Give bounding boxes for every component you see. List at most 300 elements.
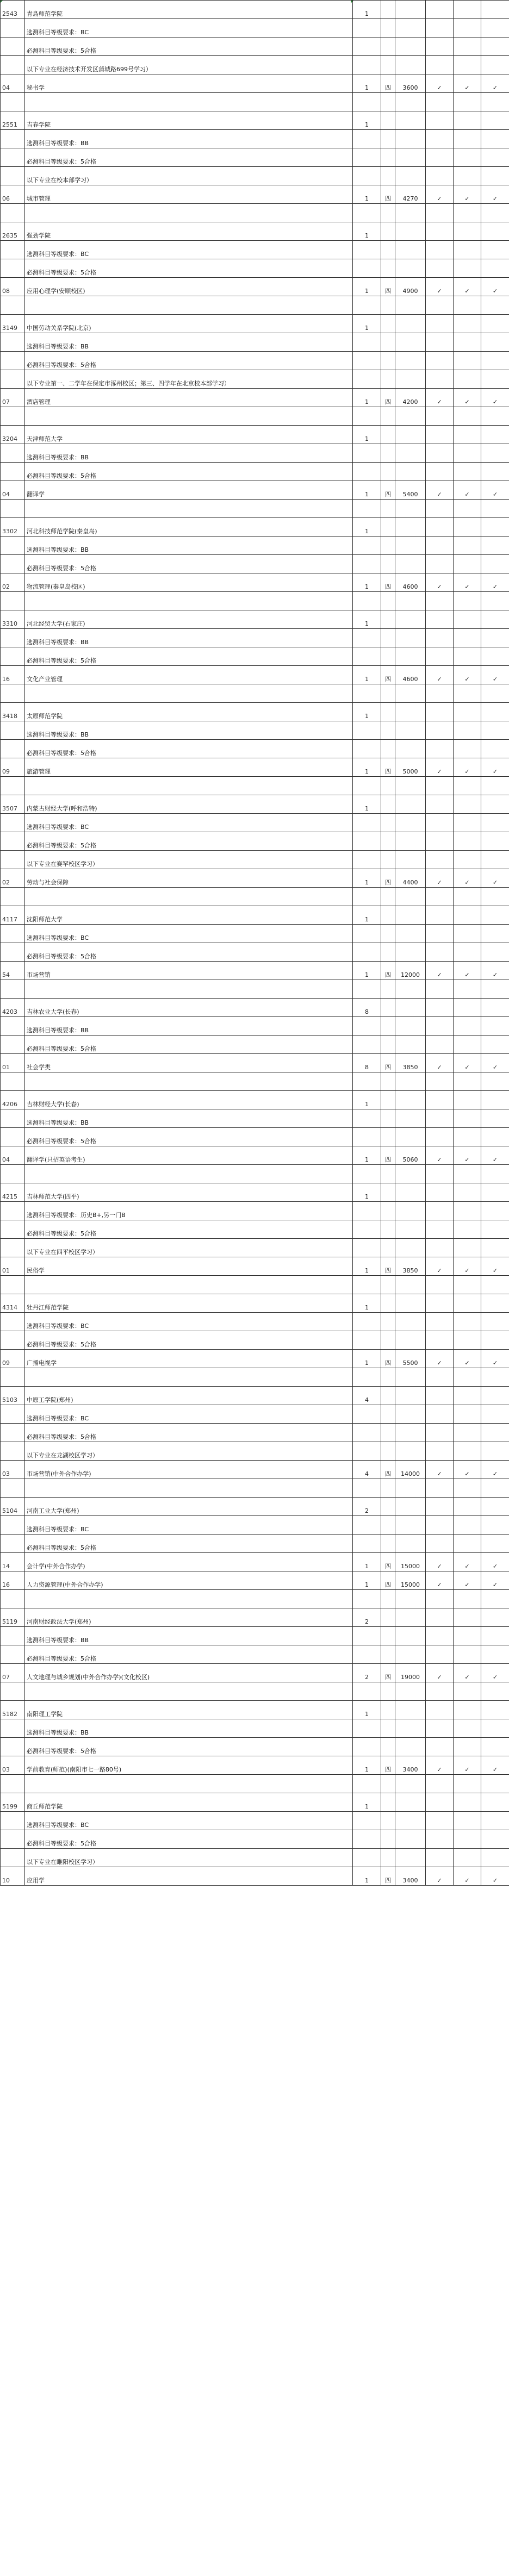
tuition-cell[interactable]: 4600: [395, 666, 426, 684]
check-cell[interactable]: ✓: [454, 1054, 481, 1072]
name-cell[interactable]: 选测科目等级要求：BB: [25, 333, 353, 352]
check-cell[interactable]: [454, 1128, 481, 1146]
code-cell[interactable]: 3507: [1, 795, 25, 814]
check-cell[interactable]: [454, 1294, 481, 1313]
name-cell[interactable]: 选测科目等级要求：BC: [25, 1405, 353, 1424]
plan-count-cell[interactable]: 2: [353, 1498, 381, 1516]
code-cell[interactable]: 3204: [1, 426, 25, 444]
check-cell[interactable]: [426, 1109, 454, 1128]
name-cell[interactable]: [25, 888, 353, 906]
check-cell[interactable]: [481, 1368, 509, 1387]
plan-count-cell[interactable]: [353, 38, 381, 56]
tuition-cell[interactable]: [395, 1535, 426, 1553]
check-cell[interactable]: [454, 56, 481, 74]
tuition-cell[interactable]: 4200: [395, 389, 426, 407]
check-cell[interactable]: [454, 740, 481, 758]
plan-count-cell[interactable]: [353, 1535, 381, 1553]
duration-cell[interactable]: [381, 1387, 395, 1405]
code-cell[interactable]: 08: [1, 278, 25, 296]
name-cell[interactable]: 必测科目等级要求：5合格: [25, 555, 353, 573]
plan-count-cell[interactable]: [353, 721, 381, 740]
code-cell[interactable]: 3302: [1, 518, 25, 537]
check-cell[interactable]: [426, 315, 454, 333]
plan-count-cell[interactable]: 1: [353, 1756, 381, 1775]
check-cell[interactable]: [454, 426, 481, 444]
check-cell[interactable]: [426, 1220, 454, 1239]
name-cell[interactable]: 商丘师范学院: [25, 1793, 353, 1812]
name-cell[interactable]: 必测科目等级要求：5合格: [25, 1645, 353, 1664]
name-cell[interactable]: 选测科目等级要求：BB: [25, 1719, 353, 1738]
check-cell[interactable]: [454, 93, 481, 111]
duration-cell[interactable]: 四: [381, 278, 395, 296]
code-cell[interactable]: 16: [1, 1571, 25, 1590]
check-cell[interactable]: ✓: [481, 1756, 509, 1775]
duration-cell[interactable]: 四: [381, 666, 395, 684]
tuition-cell[interactable]: [395, 1719, 426, 1738]
tuition-cell[interactable]: [395, 130, 426, 148]
check-cell[interactable]: [481, 222, 509, 241]
check-cell[interactable]: [481, 832, 509, 851]
check-cell[interactable]: [454, 647, 481, 666]
check-cell[interactable]: [426, 629, 454, 647]
tuition-cell[interactable]: [395, 999, 426, 1017]
tuition-cell[interactable]: [395, 1682, 426, 1701]
tuition-cell[interactable]: 5000: [395, 758, 426, 777]
plan-count-cell[interactable]: 2: [353, 1664, 381, 1682]
check-cell[interactable]: [454, 315, 481, 333]
duration-cell[interactable]: [381, 1498, 395, 1516]
check-cell[interactable]: [426, 1627, 454, 1645]
code-cell[interactable]: 5199: [1, 1793, 25, 1812]
check-cell[interactable]: ✓: [426, 1664, 454, 1682]
code-cell[interactable]: 14: [1, 1553, 25, 1571]
check-cell[interactable]: [426, 407, 454, 426]
check-cell[interactable]: [454, 1072, 481, 1091]
duration-cell[interactable]: [381, 1849, 395, 1867]
tuition-cell[interactable]: [395, 167, 426, 185]
check-cell[interactable]: [481, 1627, 509, 1645]
check-cell[interactable]: [481, 684, 509, 703]
name-cell[interactable]: 选测科目等级要求：BC: [25, 1516, 353, 1535]
duration-cell[interactable]: 四: [381, 1350, 395, 1368]
code-cell[interactable]: [1, 1017, 25, 1036]
code-cell[interactable]: 3418: [1, 703, 25, 721]
code-cell[interactable]: [1, 204, 25, 222]
check-cell[interactable]: ✓: [481, 1146, 509, 1165]
check-cell[interactable]: [454, 703, 481, 721]
tuition-cell[interactable]: 3400: [395, 1867, 426, 1886]
check-cell[interactable]: [454, 1849, 481, 1867]
check-cell[interactable]: [481, 721, 509, 740]
check-cell[interactable]: [481, 167, 509, 185]
code-cell[interactable]: 06: [1, 185, 25, 204]
check-cell[interactable]: ✓: [454, 962, 481, 980]
check-cell[interactable]: ✓: [481, 481, 509, 500]
duration-cell[interactable]: [381, 1442, 395, 1461]
check-cell[interactable]: [426, 1775, 454, 1793]
check-cell[interactable]: [454, 1719, 481, 1738]
check-cell[interactable]: [454, 1220, 481, 1239]
code-cell[interactable]: 4215: [1, 1183, 25, 1202]
code-cell[interactable]: 16: [1, 666, 25, 684]
duration-cell[interactable]: [381, 1608, 395, 1627]
name-cell[interactable]: 选测科目等级要求：BB: [25, 629, 353, 647]
tuition-cell[interactable]: [395, 315, 426, 333]
name-cell[interactable]: 选测科目等级要求：BC: [25, 814, 353, 832]
check-cell[interactable]: [481, 1775, 509, 1793]
check-cell[interactable]: [454, 1498, 481, 1516]
plan-count-cell[interactable]: 1: [353, 1793, 381, 1812]
check-cell[interactable]: [454, 241, 481, 259]
tuition-cell[interactable]: [395, 1405, 426, 1424]
check-cell[interactable]: [426, 832, 454, 851]
check-cell[interactable]: [426, 980, 454, 999]
check-cell[interactable]: ✓: [426, 1461, 454, 1479]
check-cell[interactable]: [426, 222, 454, 241]
check-cell[interactable]: [426, 1239, 454, 1257]
check-cell[interactable]: [481, 1590, 509, 1608]
check-cell[interactable]: [481, 777, 509, 795]
plan-count-cell[interactable]: [353, 1590, 381, 1608]
duration-cell[interactable]: [381, 851, 395, 869]
check-cell[interactable]: ✓: [426, 1867, 454, 1886]
check-cell[interactable]: [481, 592, 509, 610]
check-cell[interactable]: [454, 777, 481, 795]
check-cell[interactable]: [454, 1775, 481, 1793]
tuition-cell[interactable]: [395, 1, 426, 19]
check-cell[interactable]: ✓: [426, 1571, 454, 1590]
code-cell[interactable]: 01: [1, 1054, 25, 1072]
check-cell[interactable]: [454, 463, 481, 481]
name-cell[interactable]: [25, 1276, 353, 1294]
check-cell[interactable]: [426, 1313, 454, 1331]
name-cell[interactable]: 以下专业在睢阳校区学习）: [25, 1849, 353, 1867]
tuition-cell[interactable]: [395, 1590, 426, 1608]
code-cell[interactable]: 04: [1, 74, 25, 93]
name-cell[interactable]: 必测科目等级要求：5合格: [25, 1424, 353, 1442]
code-cell[interactable]: [1, 296, 25, 315]
check-cell[interactable]: [426, 1498, 454, 1516]
name-cell[interactable]: [25, 1682, 353, 1701]
check-cell[interactable]: [481, 1442, 509, 1461]
code-cell[interactable]: [1, 1368, 25, 1387]
plan-count-cell[interactable]: [353, 1220, 381, 1239]
duration-cell[interactable]: [381, 1793, 395, 1812]
tuition-cell[interactable]: [395, 1294, 426, 1313]
duration-cell[interactable]: [381, 999, 395, 1017]
code-cell[interactable]: [1, 1331, 25, 1350]
check-cell[interactable]: ✓: [426, 1146, 454, 1165]
tuition-cell[interactable]: [395, 740, 426, 758]
code-cell[interactable]: [1, 832, 25, 851]
check-cell[interactable]: ✓: [454, 481, 481, 500]
code-cell[interactable]: 2551: [1, 111, 25, 130]
code-cell[interactable]: [1, 1479, 25, 1498]
tuition-cell[interactable]: [395, 1812, 426, 1830]
tuition-cell[interactable]: [395, 38, 426, 56]
plan-count-cell[interactable]: 1: [353, 389, 381, 407]
code-cell[interactable]: 3149: [1, 315, 25, 333]
check-cell[interactable]: [454, 832, 481, 851]
duration-cell[interactable]: [381, 832, 395, 851]
check-cell[interactable]: [426, 1719, 454, 1738]
tuition-cell[interactable]: [395, 832, 426, 851]
code-cell[interactable]: [1, 1036, 25, 1054]
plan-count-cell[interactable]: [353, 407, 381, 426]
plan-count-cell[interactable]: [353, 1682, 381, 1701]
check-cell[interactable]: [481, 1387, 509, 1405]
name-cell[interactable]: 翻译学: [25, 481, 353, 500]
check-cell[interactable]: [426, 943, 454, 962]
check-cell[interactable]: [426, 1, 454, 19]
code-cell[interactable]: [1, 167, 25, 185]
check-cell[interactable]: [481, 1424, 509, 1442]
code-cell[interactable]: [1, 629, 25, 647]
name-cell[interactable]: 以下专业在四平校区学习）: [25, 1239, 353, 1257]
check-cell[interactable]: [454, 1036, 481, 1054]
duration-cell[interactable]: [381, 1183, 395, 1202]
duration-cell[interactable]: [381, 352, 395, 370]
check-cell[interactable]: [454, 38, 481, 56]
check-cell[interactable]: ✓: [481, 1461, 509, 1479]
name-cell[interactable]: 文化产业管理: [25, 666, 353, 684]
plan-count-cell[interactable]: [353, 1239, 381, 1257]
check-cell[interactable]: ✓: [426, 573, 454, 592]
check-cell[interactable]: [481, 888, 509, 906]
name-cell[interactable]: 太原师范学院: [25, 703, 353, 721]
check-cell[interactable]: ✓: [481, 74, 509, 93]
name-cell[interactable]: 广播电视学: [25, 1350, 353, 1368]
check-cell[interactable]: ✓: [426, 278, 454, 296]
check-cell[interactable]: [426, 130, 454, 148]
check-cell[interactable]: ✓: [426, 74, 454, 93]
tuition-cell[interactable]: [395, 943, 426, 962]
tuition-cell[interactable]: [395, 684, 426, 703]
check-cell[interactable]: [426, 56, 454, 74]
check-cell[interactable]: [481, 241, 509, 259]
name-cell[interactable]: 应用心理学(安顺校区): [25, 278, 353, 296]
check-cell[interactable]: [481, 426, 509, 444]
plan-count-cell[interactable]: [353, 1719, 381, 1738]
name-cell[interactable]: 吉春学院: [25, 111, 353, 130]
check-cell[interactable]: ✓: [426, 1553, 454, 1571]
plan-count-cell[interactable]: [353, 1849, 381, 1867]
check-cell[interactable]: [426, 518, 454, 537]
check-cell[interactable]: [426, 906, 454, 925]
check-cell[interactable]: [481, 1682, 509, 1701]
code-cell[interactable]: [1, 1719, 25, 1738]
name-cell[interactable]: 以下专业第一、二学年在保定市涿州校区；第三、四学年在北京校本部学习）: [25, 370, 353, 389]
duration-cell[interactable]: [381, 259, 395, 278]
duration-cell[interactable]: 四: [381, 1461, 395, 1479]
tuition-cell[interactable]: [395, 148, 426, 167]
name-cell[interactable]: 酒店管理: [25, 389, 353, 407]
plan-count-cell[interactable]: 1: [353, 869, 381, 888]
check-cell[interactable]: [481, 1036, 509, 1054]
plan-count-cell[interactable]: [353, 1128, 381, 1146]
check-cell[interactable]: [426, 888, 454, 906]
name-cell[interactable]: 会计学(中外合作办学): [25, 1553, 353, 1571]
check-cell[interactable]: ✓: [481, 869, 509, 888]
tuition-cell[interactable]: 4400: [395, 869, 426, 888]
name-cell[interactable]: [25, 1165, 353, 1183]
plan-count-cell[interactable]: 1: [353, 1257, 381, 1276]
tuition-cell[interactable]: [395, 1109, 426, 1128]
plan-count-cell[interactable]: [353, 241, 381, 259]
check-cell[interactable]: [481, 296, 509, 315]
tuition-cell[interactable]: 4900: [395, 278, 426, 296]
check-cell[interactable]: [481, 1498, 509, 1516]
duration-cell[interactable]: [381, 241, 395, 259]
check-cell[interactable]: [454, 592, 481, 610]
duration-cell[interactable]: 四: [381, 962, 395, 980]
check-cell[interactable]: [454, 814, 481, 832]
check-cell[interactable]: [426, 1128, 454, 1146]
plan-count-cell[interactable]: 1: [353, 426, 381, 444]
code-cell[interactable]: [1, 1812, 25, 1830]
check-cell[interactable]: [454, 407, 481, 426]
check-cell[interactable]: [481, 943, 509, 962]
check-cell[interactable]: [454, 1091, 481, 1109]
tuition-cell[interactable]: [395, 370, 426, 389]
check-cell[interactable]: [481, 1645, 509, 1664]
check-cell[interactable]: [426, 999, 454, 1017]
plan-count-cell[interactable]: [353, 370, 381, 389]
check-cell[interactable]: [426, 296, 454, 315]
duration-cell[interactable]: [381, 777, 395, 795]
code-cell[interactable]: [1, 333, 25, 352]
plan-count-cell[interactable]: [353, 352, 381, 370]
check-cell[interactable]: [426, 703, 454, 721]
plan-count-cell[interactable]: [353, 1479, 381, 1498]
code-cell[interactable]: 5119: [1, 1608, 25, 1627]
check-cell[interactable]: [481, 19, 509, 38]
check-cell[interactable]: [481, 814, 509, 832]
check-cell[interactable]: ✓: [481, 1571, 509, 1590]
plan-count-cell[interactable]: 1: [353, 703, 381, 721]
check-cell[interactable]: [481, 1276, 509, 1294]
check-cell[interactable]: [481, 93, 509, 111]
code-cell[interactable]: [1, 38, 25, 56]
check-cell[interactable]: [481, 1331, 509, 1350]
check-cell[interactable]: [481, 629, 509, 647]
tuition-cell[interactable]: [395, 1645, 426, 1664]
check-cell[interactable]: [426, 555, 454, 573]
check-cell[interactable]: [481, 1128, 509, 1146]
plan-count-cell[interactable]: [353, 1313, 381, 1331]
check-cell[interactable]: [454, 629, 481, 647]
plan-count-cell[interactable]: [353, 684, 381, 703]
code-cell[interactable]: 10: [1, 1867, 25, 1886]
code-cell[interactable]: [1, 943, 25, 962]
duration-cell[interactable]: [381, 1738, 395, 1756]
check-cell[interactable]: ✓: [454, 1571, 481, 1590]
check-cell[interactable]: [454, 500, 481, 518]
plan-count-cell[interactable]: [353, 204, 381, 222]
code-cell[interactable]: [1, 1682, 25, 1701]
name-cell[interactable]: 社会学类: [25, 1054, 353, 1072]
duration-cell[interactable]: 四: [381, 1054, 395, 1072]
plan-count-cell[interactable]: [353, 777, 381, 795]
check-cell[interactable]: [481, 740, 509, 758]
duration-cell[interactable]: [381, 333, 395, 352]
check-cell[interactable]: [426, 1091, 454, 1109]
plan-count-cell[interactable]: 4: [353, 1387, 381, 1405]
duration-cell[interactable]: [381, 111, 395, 130]
tuition-cell[interactable]: [395, 1220, 426, 1239]
plan-count-cell[interactable]: [353, 1775, 381, 1793]
check-cell[interactable]: ✓: [426, 666, 454, 684]
plan-count-cell[interactable]: [353, 463, 381, 481]
tuition-cell[interactable]: 4600: [395, 573, 426, 592]
tuition-cell[interactable]: [395, 296, 426, 315]
check-cell[interactable]: [454, 259, 481, 278]
check-cell[interactable]: [454, 906, 481, 925]
name-cell[interactable]: 河北经贸大学(石家庄): [25, 610, 353, 629]
check-cell[interactable]: ✓: [454, 1146, 481, 1165]
check-cell[interactable]: [454, 1682, 481, 1701]
duration-cell[interactable]: [381, 148, 395, 167]
check-cell[interactable]: [454, 1017, 481, 1036]
name-cell[interactable]: [25, 296, 353, 315]
check-cell[interactable]: [454, 537, 481, 555]
name-cell[interactable]: [25, 684, 353, 703]
check-cell[interactable]: [454, 148, 481, 167]
tuition-cell[interactable]: 3850: [395, 1054, 426, 1072]
plan-count-cell[interactable]: [353, 296, 381, 315]
tuition-cell[interactable]: [395, 1608, 426, 1627]
check-cell[interactable]: [454, 1645, 481, 1664]
check-cell[interactable]: [426, 1738, 454, 1756]
check-cell[interactable]: ✓: [454, 573, 481, 592]
tuition-cell[interactable]: [395, 333, 426, 352]
check-cell[interactable]: [481, 111, 509, 130]
code-cell[interactable]: [1, 1313, 25, 1331]
duration-cell[interactable]: [381, 814, 395, 832]
check-cell[interactable]: [426, 1682, 454, 1701]
plan-count-cell[interactable]: [353, 832, 381, 851]
duration-cell[interactable]: [381, 1017, 395, 1036]
duration-cell[interactable]: [381, 1535, 395, 1553]
check-cell[interactable]: [481, 610, 509, 629]
name-cell[interactable]: 以下专业在经济技术开发区蒲城路699号学习）: [25, 56, 353, 74]
check-cell[interactable]: [454, 1590, 481, 1608]
code-cell[interactable]: [1, 1849, 25, 1867]
name-cell[interactable]: 必测科目等级要求：5合格: [25, 647, 353, 666]
plan-count-cell[interactable]: [353, 1331, 381, 1350]
check-cell[interactable]: [426, 1812, 454, 1830]
plan-count-cell[interactable]: 1: [353, 315, 381, 333]
plan-count-cell[interactable]: [353, 1645, 381, 1664]
tuition-cell[interactable]: [395, 444, 426, 463]
check-cell[interactable]: [426, 740, 454, 758]
code-cell[interactable]: 02: [1, 573, 25, 592]
check-cell[interactable]: [454, 19, 481, 38]
code-cell[interactable]: 5103: [1, 1387, 25, 1405]
check-cell[interactable]: [481, 1220, 509, 1239]
check-cell[interactable]: [426, 1442, 454, 1461]
check-cell[interactable]: [454, 721, 481, 740]
check-cell[interactable]: [481, 1849, 509, 1867]
check-cell[interactable]: [481, 148, 509, 167]
check-cell[interactable]: [454, 1701, 481, 1719]
duration-cell[interactable]: 四: [381, 1257, 395, 1276]
check-cell[interactable]: ✓: [426, 962, 454, 980]
name-cell[interactable]: 青島师范学院: [25, 1, 353, 19]
code-cell[interactable]: [1, 1072, 25, 1091]
tuition-cell[interactable]: [395, 1516, 426, 1535]
name-cell[interactable]: 中国劳动关系学院(北京): [25, 315, 353, 333]
